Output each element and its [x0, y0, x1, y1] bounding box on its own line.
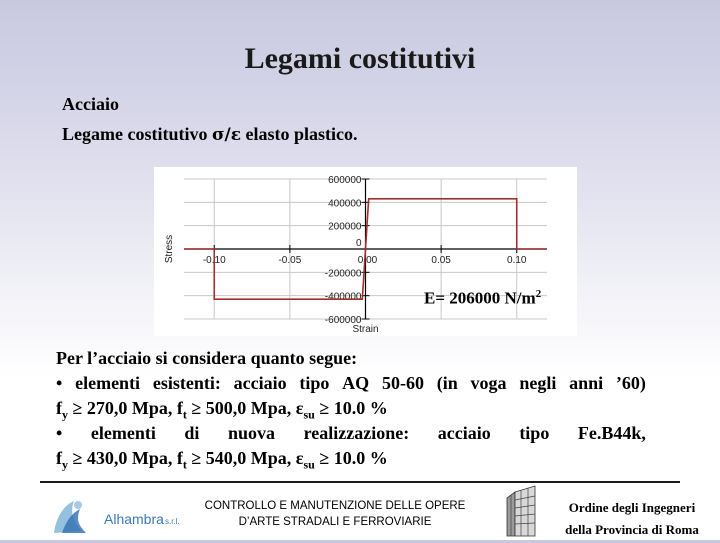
eps-value: ≥ 10.0 %: [314, 448, 388, 468]
fy-symbol: f: [56, 398, 62, 418]
ft-value: ≥ 540,0 Mpa,: [186, 448, 296, 468]
constitutive-law-heading: [62, 124, 358, 145]
y-tick-label: -200000: [324, 268, 362, 280]
eps-subscript: su: [303, 407, 315, 422]
existing-elements-line: [56, 373, 646, 394]
ft-subscript: t: [182, 407, 187, 422]
material-heading: Acciaio: [62, 94, 119, 114]
new-elements-values: [56, 448, 646, 473]
epsilon-symbol: ε: [295, 448, 304, 468]
word: 50-60: [381, 373, 424, 393]
modulus-text: E= 206000 N/m: [424, 288, 536, 308]
epsilon-symbol: ε: [295, 398, 304, 418]
ft-value: ≥ 500,0 Mpa,: [186, 398, 296, 418]
x-tick-label: 0.00: [357, 255, 378, 266]
y-tick-label: 600000: [328, 175, 362, 186]
company-suffix: s.r.l.: [165, 517, 180, 526]
y-tick-label: -400000: [324, 291, 362, 303]
word: tipo: [299, 373, 330, 393]
footer-line-1: CONTROLLO E MANUTENZIONE DELLE OPERE: [204, 500, 466, 512]
x-tick-label: -0.05: [278, 255, 302, 266]
word: nuova: [227, 423, 276, 443]
x-tick-label: -0.10: [202, 255, 226, 266]
footer-divider: [40, 481, 680, 483]
engineers-order-text: [548, 497, 716, 541]
alhambra-logo-icon: [48, 493, 188, 537]
fy-value: ≥ 430,0 Mpa, f: [68, 448, 183, 468]
fy-symbol: f: [56, 448, 62, 468]
y-tick-label: 400000: [328, 198, 362, 210]
ft-subscript: t: [182, 457, 187, 472]
existing-elements-values: [56, 398, 646, 423]
word: ’60): [615, 373, 646, 393]
fy-value: ≥ 270,0 Mpa, f: [68, 398, 183, 418]
word: Fe.B44k,: [577, 423, 646, 443]
y-axis-label: Stress: [164, 234, 175, 264]
word: elementi: [90, 423, 156, 443]
fy-subscript: y: [62, 407, 68, 422]
modulus-exponent: 2: [535, 288, 542, 300]
word: esistenti:: [152, 373, 221, 393]
fy-subscript: y: [62, 457, 68, 472]
y-tick-label: 200000: [328, 221, 362, 233]
sigma-epsilon-symbol: σ/ε: [211, 125, 242, 145]
new-elements-line: [56, 423, 646, 444]
word: elementi: [75, 373, 141, 393]
x-tick-label: 0.05: [431, 255, 451, 266]
word: di: [184, 423, 200, 443]
intro-text: Per l’acciaio si considera quanto segue:: [56, 348, 358, 368]
word: AQ: [342, 373, 370, 393]
eps-subscript: su: [303, 457, 315, 472]
heading-text-end: elasto plastico.: [241, 124, 358, 144]
word: •: [56, 373, 63, 393]
word: realizzazione:: [303, 423, 410, 443]
footer-line-2: D’ARTE STRADALI E FERROVIARIE: [238, 516, 432, 528]
word: voga: [470, 373, 507, 393]
stress-strain-chart: [154, 167, 577, 336]
company-name: Alhambra: [104, 511, 164, 527]
x-tick-label: 0.10: [507, 255, 527, 266]
building-icon: [501, 484, 545, 538]
company-logo: [48, 493, 188, 537]
word: •: [56, 423, 63, 443]
elastic-modulus-label: [424, 288, 541, 309]
word: negli: [519, 373, 557, 393]
word: (in: [436, 373, 458, 393]
y-tick-label: -600000: [324, 315, 362, 326]
word: acciaio: [437, 423, 491, 443]
engineers-order-logo: [501, 484, 545, 538]
eps-value: ≥ 10.0 %: [314, 398, 388, 418]
x-axis-label: Strain: [352, 324, 379, 335]
heading-text: Legame costitutivo: [62, 124, 212, 144]
order-line-1: Ordine degli Ingegneri: [568, 500, 696, 515]
chart-svg: [154, 167, 577, 336]
y-tick-label: 0: [355, 238, 362, 249]
footer-project-text: [190, 498, 480, 530]
word: acciaio: [233, 373, 287, 393]
word: tipo: [519, 423, 550, 443]
slide-title: Legami costitutivi: [244, 42, 476, 75]
word: anni: [569, 373, 604, 393]
order-line-2: della Provincia di Roma: [565, 522, 699, 537]
